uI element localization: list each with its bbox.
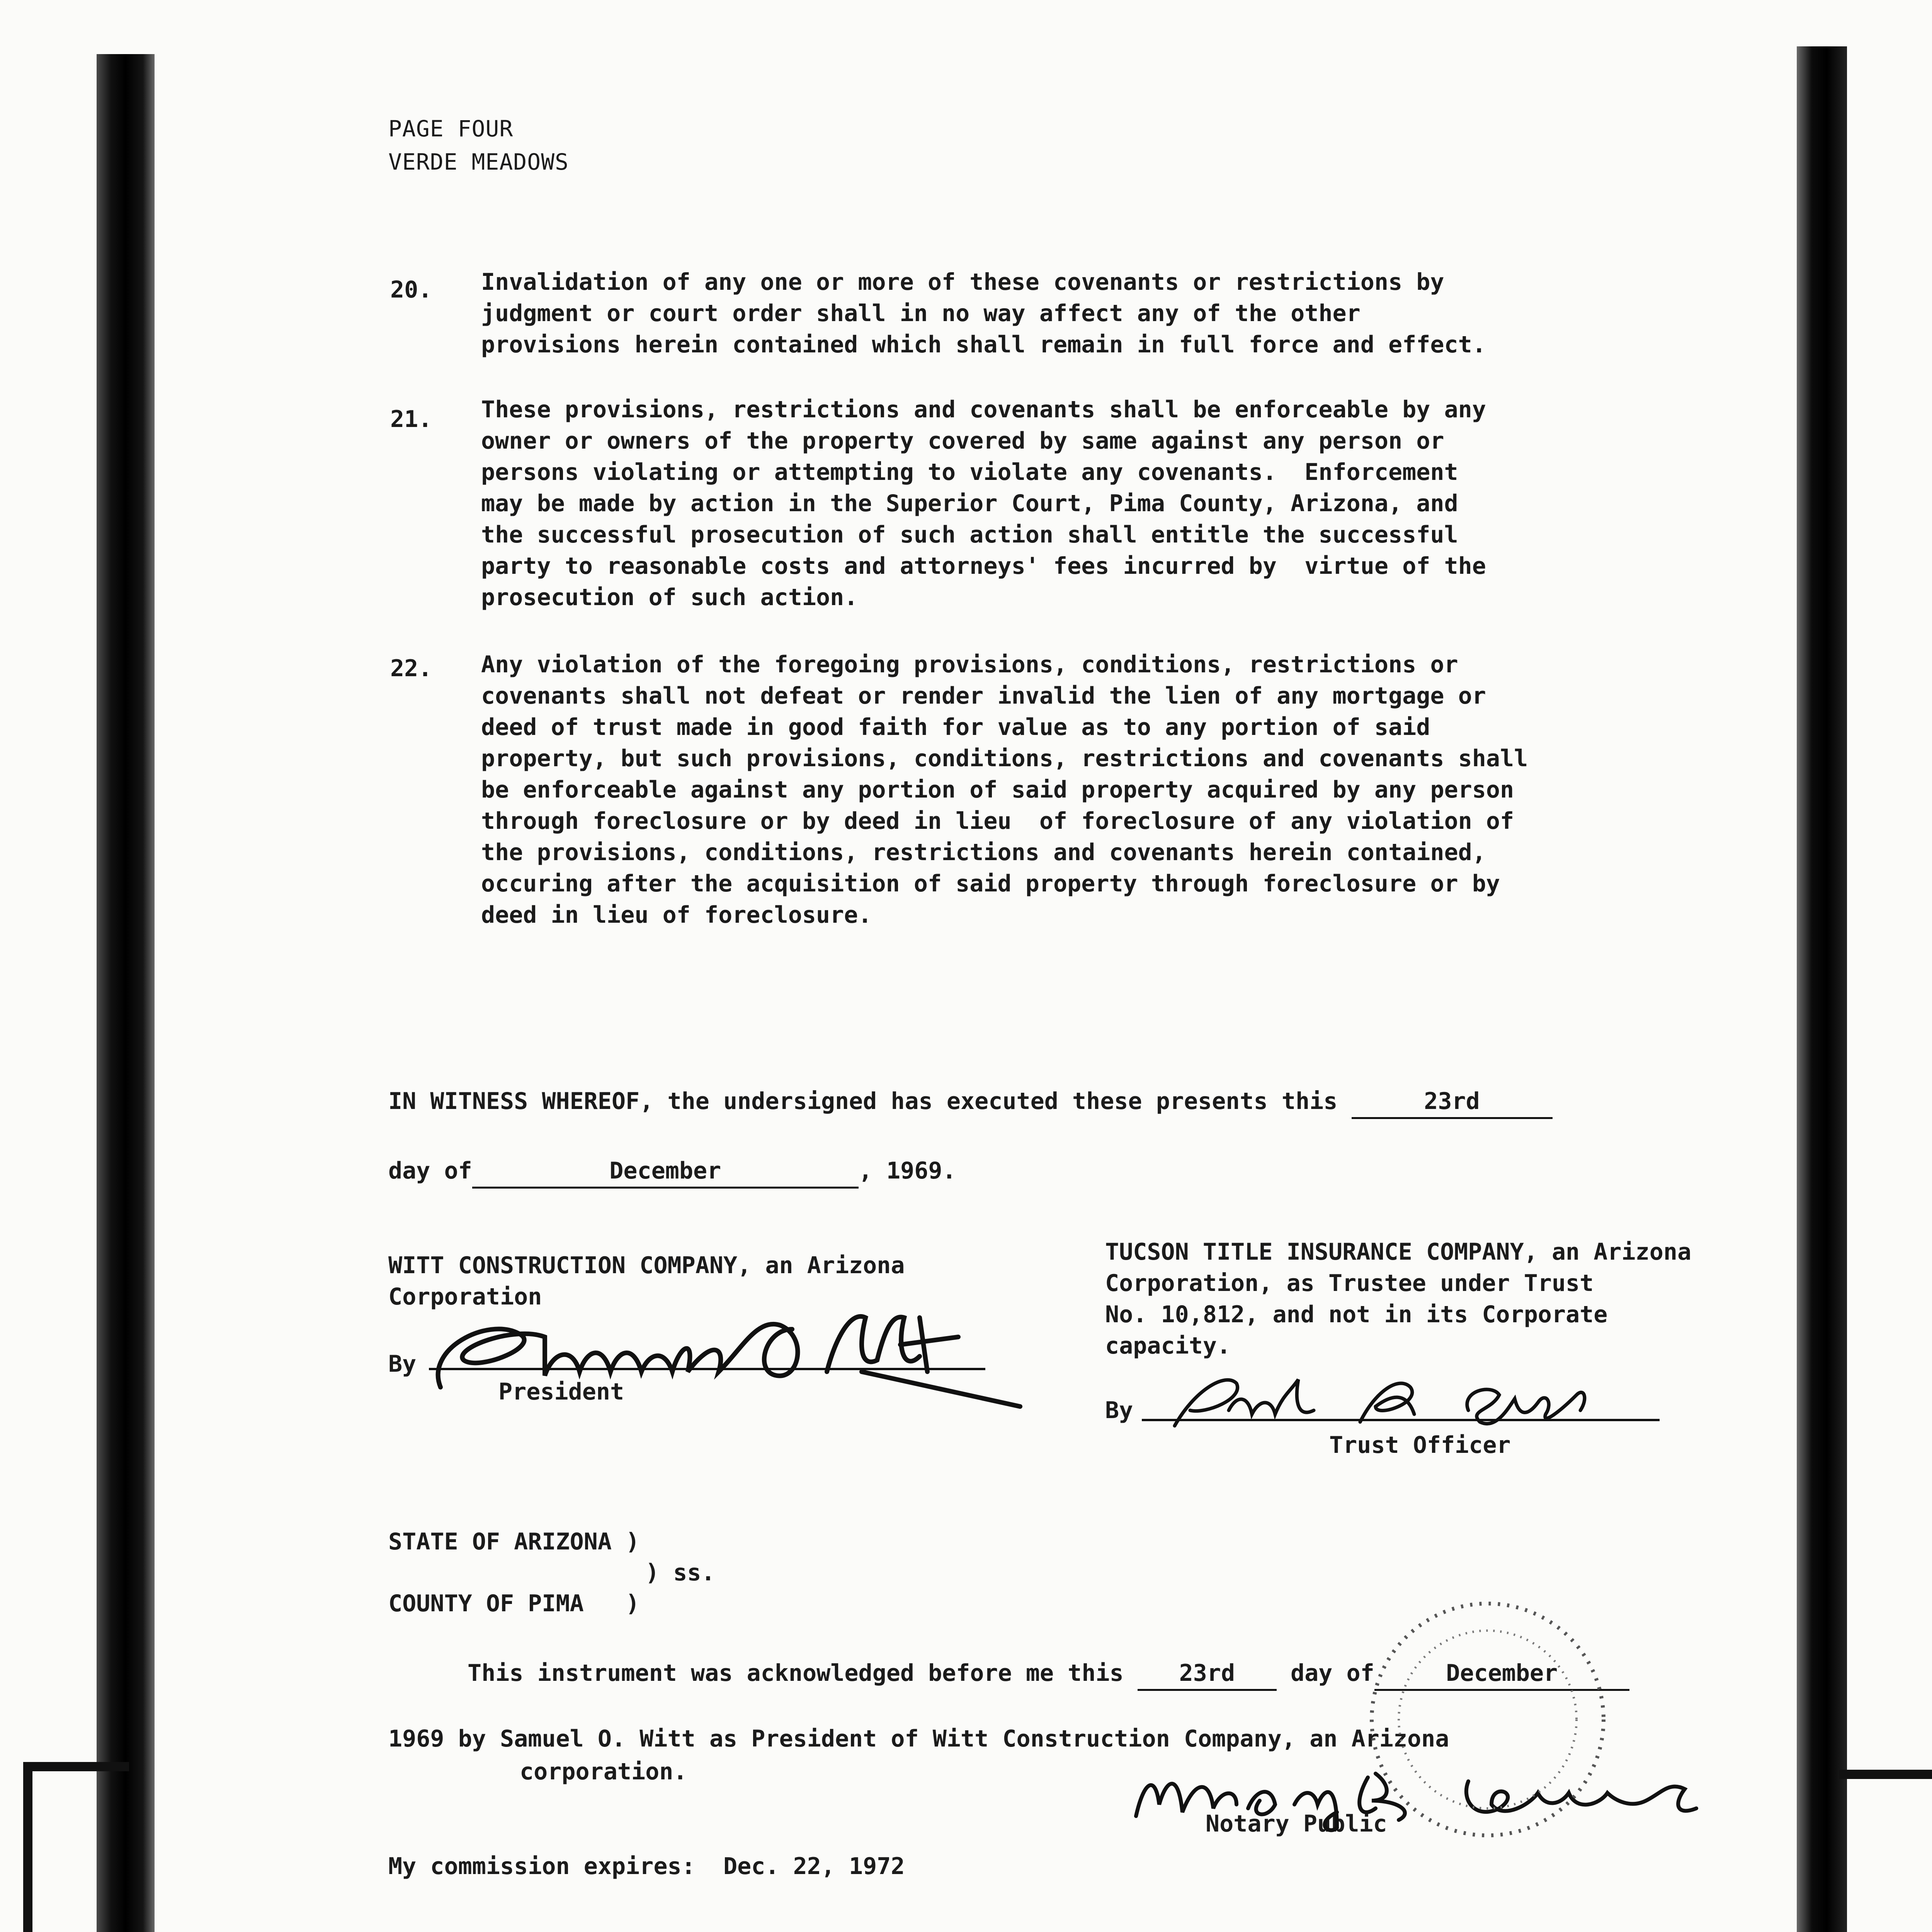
witness-day-of: day of xyxy=(388,1157,472,1184)
paragraph-line: occuring after the acquisition of said property through foreclosure or by xyxy=(481,870,1500,897)
commission-expiry: My commission expires: Dec. 22, 1972 xyxy=(388,1853,905,1880)
acknowledgment-intro: This instrument was acknowledged before me this xyxy=(468,1660,1124,1687)
scan-left-edge xyxy=(97,54,155,1932)
left-signer-title: President xyxy=(498,1378,624,1405)
paragraph-line: through foreclosure or by deed in lieu of foreclosure of any violation of xyxy=(481,808,1514,835)
acknowledgment-entity: corporation. xyxy=(520,1758,687,1785)
paragraph-line: deed of trust made in good faith for value as to any portion of said xyxy=(481,714,1430,741)
paragraph-number: 20. xyxy=(390,276,432,303)
paragraph-line: provisions herein contained which shall remain in full force and effect. xyxy=(481,331,1486,358)
page-label: PAGE FOUR xyxy=(388,116,514,142)
paragraph-line: prosecution of such action. xyxy=(481,584,858,611)
paragraph-line: be enforceable against any portion of said property acquired by any person xyxy=(481,776,1514,803)
paragraph-number: 21. xyxy=(390,406,432,433)
left-by-label: By xyxy=(388,1350,417,1378)
binder-tab-left xyxy=(23,1762,129,1932)
venue-county: COUNTY OF PIMA ) xyxy=(388,1590,640,1617)
paragraph-21 xyxy=(481,394,1718,613)
paragraph-line: These provisions, restrictions and covenants shall be enforceable by any xyxy=(481,396,1486,423)
witness-year: , 1969. xyxy=(858,1157,956,1184)
paragraph-line: covenants shall not defeat or render invalid the lien of any mortgage or xyxy=(481,682,1486,709)
witness-intro: IN WITNESS WHEREOF, the undersigned has executed these presents this xyxy=(388,1088,1338,1115)
notary-title: Notary Public xyxy=(1206,1810,1387,1837)
paragraph-line: may be made by action in the Superior Court, Pima County, Arizona, and xyxy=(481,490,1458,517)
witness-date-line xyxy=(388,1155,956,1189)
venue-state: STATE OF ARIZONA ) xyxy=(388,1528,640,1555)
paragraph-line: owner or owners of the property covered by same against any person or xyxy=(481,427,1444,454)
scan-right-edge xyxy=(1797,46,1847,1932)
right-company-line: Corporation, as Trustee under Trust xyxy=(1105,1270,1594,1297)
witness-day: 23rd xyxy=(1352,1086,1553,1119)
paragraph-line: persons violating or attempting to violate any covenants. Enforcement xyxy=(481,459,1458,486)
acknowledgment-party-line xyxy=(388,1723,1449,1755)
project-name: VERDE MEADOWS xyxy=(388,149,569,175)
right-company-line: capacity. xyxy=(1105,1332,1231,1359)
trust-officer-signature xyxy=(1159,1368,1623,1437)
binder-tab-right xyxy=(1839,1770,1932,1864)
paragraph-line: the successful prosecution of such action shall entitle the successful xyxy=(481,521,1458,548)
right-company-line: No. 10,812, and not in its Corporate xyxy=(1105,1301,1608,1328)
witness-month: December xyxy=(472,1155,859,1189)
right-company-line: TUCSON TITLE INSURANCE COMPANY, an Arizona xyxy=(1105,1238,1692,1265)
paragraph-line: property, but such provisions, conditions, restrictions and covenants shall xyxy=(481,745,1528,772)
right-signer-title: Trust Officer xyxy=(1329,1432,1511,1459)
acknowledgment-day-of: day of xyxy=(1291,1660,1374,1687)
paragraph-20 xyxy=(481,267,1718,361)
right-by-label: By xyxy=(1105,1397,1133,1424)
paragraph-number: 22. xyxy=(390,655,432,682)
paragraph-line: judgment or court order shall in no way affect any of the other xyxy=(481,300,1361,327)
witness-clause xyxy=(388,1086,1553,1119)
acknowledgment-year: 1969 by xyxy=(388,1725,500,1752)
acknowledgment-party: Samuel O. Witt as President of Witt Construction Company, an Arizona xyxy=(500,1725,1449,1752)
paragraph-line: party to reasonable costs and attorneys' fees incurred by virtue of the xyxy=(481,553,1486,580)
paragraph-22 xyxy=(481,649,1718,931)
left-company-line: Corporation xyxy=(388,1283,542,1310)
left-company-line: WITT CONSTRUCTION COMPANY, an Arizona xyxy=(388,1252,905,1279)
venue-ss: ) ss. xyxy=(645,1559,715,1586)
paragraph-line: Any violation of the foregoing provisions, conditions, restrictions or xyxy=(481,651,1458,678)
acknowledgment-month: December xyxy=(1374,1658,1629,1691)
paragraph-line: the provisions, conditions, restrictions and covenants herein contained, xyxy=(481,839,1486,866)
paragraph-line: Invalidation of any one or more of these covenants or restrictions by xyxy=(481,269,1444,296)
notary-seal xyxy=(1352,1584,1623,1855)
president-signature xyxy=(417,1271,1043,1410)
paragraph-line: deed in lieu of foreclosure. xyxy=(481,901,872,929)
acknowledgment-day: 23rd xyxy=(1138,1658,1277,1691)
